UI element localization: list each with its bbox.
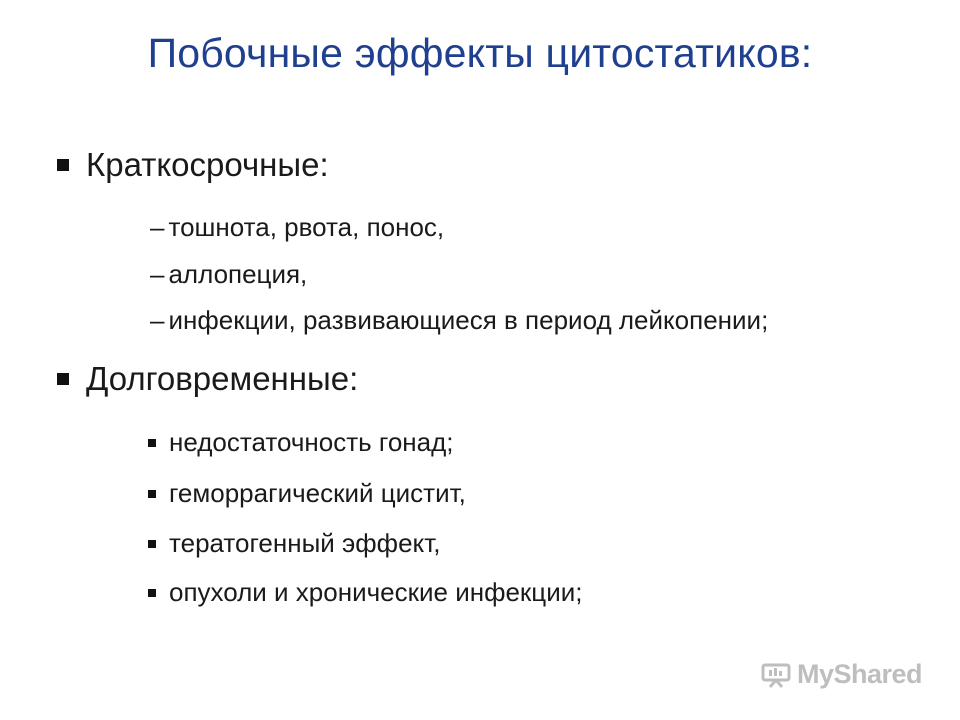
section-short-term [57, 146, 329, 184]
square-bullet-icon [148, 439, 156, 447]
list-item [148, 478, 466, 509]
square-bullet-icon [57, 373, 69, 385]
list-item-text: аллопеция, [168, 259, 308, 289]
list-item-text: недостаточность гонад; [169, 427, 454, 457]
list-item [150, 259, 307, 290]
list-item [150, 212, 444, 243]
square-bullet-icon [148, 589, 156, 597]
list-item-text: тератогенный эффект, [169, 528, 441, 558]
dash-bullet: – [150, 259, 165, 289]
section-label: Долговременные: [86, 360, 359, 397]
list-item [150, 305, 768, 336]
list-item-text: опухоли и хронические инфекции; [169, 577, 583, 607]
slide-title: Побочные эффекты цитостатиков: [147, 30, 813, 76]
section-label: Краткосрочные: [86, 146, 329, 183]
square-bullet-icon [57, 159, 69, 171]
section-long-term [57, 360, 358, 398]
list-item-text: геморрагический цистит, [169, 478, 466, 508]
list-item [148, 427, 454, 458]
presentation-board-icon [761, 662, 791, 688]
dash-bullet: – [150, 212, 165, 242]
watermark-text: MyShared [796, 659, 922, 689]
dash-bullet: – [150, 305, 165, 335]
myshared-watermark [761, 659, 922, 690]
list-item [148, 577, 582, 608]
list-item-text: инфекции, развивающиеся в период лейкопении; [168, 305, 769, 335]
square-bullet-icon [148, 540, 156, 548]
list-item-text: тошнота, рвота, понос, [168, 212, 445, 242]
list-item [148, 528, 440, 559]
square-bullet-icon [148, 490, 156, 498]
